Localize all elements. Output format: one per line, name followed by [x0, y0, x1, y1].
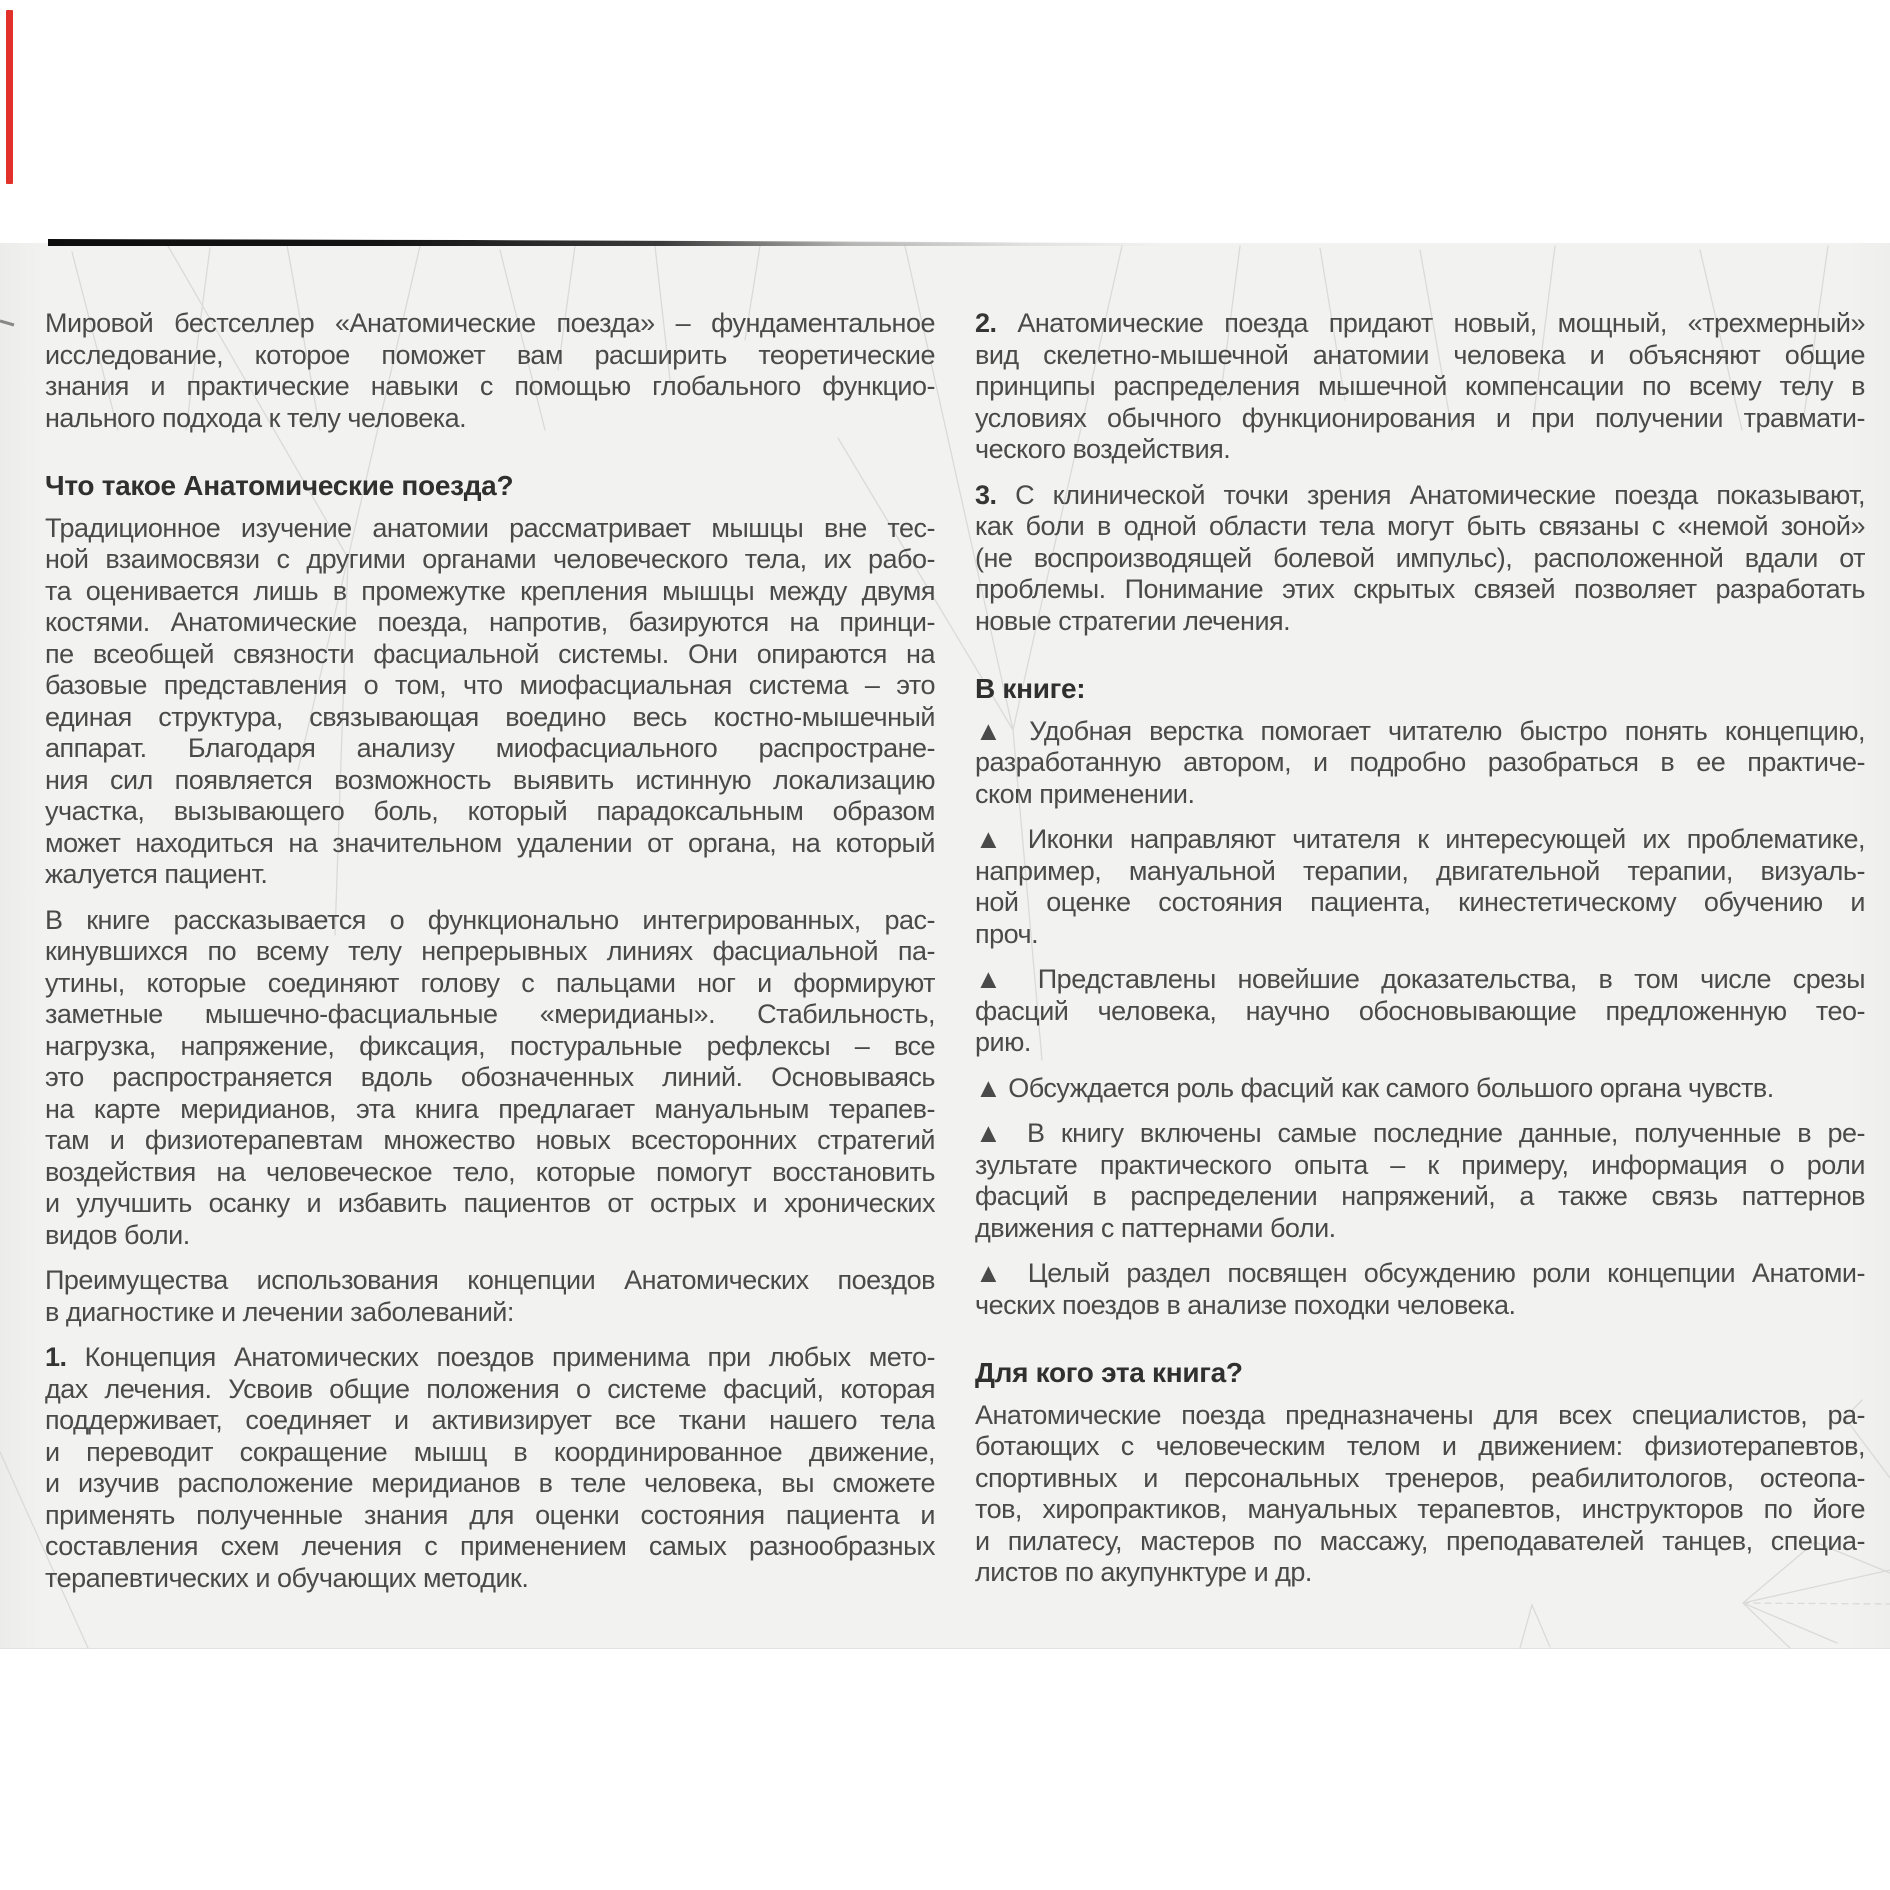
text-line: Традиционное изучение анатомии рассматривает мышцы вне тес- — [45, 512, 935, 543]
text-line: там и физиотерапевтам множество новых всесторонних стратегий — [45, 1125, 935, 1155]
text-line: спортивных и персональных тренеров, реабилитологов, остеопа- — [975, 1462, 1865, 1493]
text-line: Анатомические поезда предназначены для всех специалистов, ра- — [975, 1399, 1865, 1430]
text-line: как боли в одной области тела могут быть связаны с «немой зоной» — [975, 511, 1865, 541]
text-line: ческих поездов в анализе походки человека. — [975, 1289, 1516, 1320]
text-line: и изучив расположение меридианов в теле человека, вы сможете — [45, 1468, 935, 1498]
text-line: В книге рассказывается о функционально интегрированных, рас- — [45, 904, 935, 935]
text-line: условиях обычного функционирования и при получении травмати- — [975, 402, 1865, 433]
text-line: единая структура, связывающая воедино весь костно-мышечный — [45, 701, 935, 732]
text-line: разработанную автором, и подробно разобраться в ее практиче- — [975, 747, 1865, 777]
section-heading: В книге: — [975, 673, 1086, 704]
paragraph — [45, 1265, 935, 1328]
text-line: применять полученные знания для оценки состояния пациента и — [45, 1499, 935, 1530]
text-line: утины, которые соединяют голову с пальцами ног и формируют — [45, 967, 935, 998]
text-line: видов боли. — [45, 1219, 190, 1250]
text-line: ▲ Представлены новейшие доказательства, в том числе срезы — [975, 964, 1865, 994]
paragraph — [45, 905, 935, 1252]
text-line: ческого воздействия. — [975, 434, 1231, 464]
bullet-item — [975, 716, 1865, 811]
text-line: жалуется пациент. — [45, 859, 268, 889]
text-line: составления схем лечения с применением самых разнообразных — [45, 1531, 935, 1561]
text-line: принципы распределения мышечной компенсации по всему телу в — [975, 371, 1865, 401]
text-line: Преимущества использования концепции Анатомических поездов — [45, 1265, 935, 1295]
text-line: нагрузка, напряжение, фиксация, постуральные рефлексы – все — [45, 1030, 935, 1061]
text-line: это распространяется вдоль обозначенных линий. Основываясь — [45, 1062, 935, 1092]
text-line: 3. С клинической точки зрения Анатомические поезда показывают, — [975, 479, 1865, 510]
text-line: 2. Анатомические поезда придают новый, мощный, «трехмерный» — [975, 308, 1865, 338]
text-line: воздействия на человеческое тело, которые помогут восстановить — [45, 1156, 935, 1187]
text-line: базовые представления о том, что миофасциальная система – это — [45, 670, 935, 700]
bullet-item — [975, 1258, 1865, 1321]
text-line: и переводит сокращение мышц в координированное движение, — [45, 1436, 935, 1467]
text-line: ной оценке состояния пациента, кинестетическому обучению и — [975, 887, 1865, 917]
text-line: ботающих с человеческим телом и движением: физиотерапевтов, — [975, 1431, 1865, 1461]
text-line: та оценивается лишь в промежутке крепления мышцы между двумя — [45, 575, 935, 606]
text-line: зультате практического опыта – к примеру, информация о роли — [975, 1149, 1865, 1180]
red-edge-mark — [6, 10, 13, 184]
text-line: в диагностике и лечении заболеваний: — [45, 1296, 514, 1327]
text-line: аппарат. Благодаря анализу миофасциального распростране- — [45, 733, 935, 763]
text-line: ском применении. — [975, 778, 1195, 809]
text-line: может находиться на значительном удалении от органа, на который — [45, 827, 935, 858]
text-line: заметные мышечно-фасциальные «меридианы». Стабильность, — [45, 999, 935, 1029]
text-line: например, мануальной терапии, двигательной терапии, визуаль- — [975, 855, 1865, 886]
text-line: кинувшихся по всему телу непрерывных линиях фасциальной па- — [45, 936, 935, 966]
right-column — [975, 308, 1865, 1603]
bullet-item — [975, 1073, 1865, 1105]
paragraph — [975, 1400, 1865, 1589]
bullet-item — [975, 1118, 1865, 1244]
text-line: участка, вызывающего боль, который парадоксальным образом — [45, 796, 935, 826]
text-line: и пилатесу, мастеров по массажу, преподавателей танцев, специа- — [975, 1525, 1865, 1556]
section-heading: Для кого эта книга? — [975, 1357, 1243, 1388]
text-line: терапевтических и обучающих методик. — [45, 1562, 529, 1593]
bullet-item — [975, 824, 1865, 950]
paragraph — [45, 308, 935, 434]
numbered-item — [975, 308, 1865, 466]
text-line: ▲ Целый раздел посвящен обсуждению роли концепции Анатоми- — [975, 1258, 1865, 1288]
text-line: движения с паттернами боли. — [975, 1212, 1336, 1243]
text-line: ▲ Иконки направляют читателя к интересующей их проблематике, — [975, 824, 1865, 854]
text-line: листов по акупунктуре и др. — [975, 1557, 1312, 1587]
text-line: исследование, которое поможет вам расширить теоретические — [45, 339, 935, 370]
text-line: костями. Анатомические поезда, напротив, базируются на принци- — [45, 607, 935, 637]
text-line: проблемы. Понимание этих скрытых связей позволяет разработать — [975, 574, 1865, 604]
text-line: на карте меридианов, эта книга предлагает мануальным терапев- — [45, 1093, 935, 1124]
text-line: 1. Концепция Анатомических поездов применима при любых мето- — [45, 1342, 935, 1372]
text-line: пе всеобщей связности фасциальной системы. Они опираются на — [45, 638, 935, 669]
text-line: и улучшить осанку и избавить пациентов от острых и хронических — [45, 1188, 935, 1218]
left-column — [45, 308, 935, 1608]
text-line: знания и практические навыки с помощью глобального функцио- — [45, 371, 935, 401]
numbered-item — [45, 1342, 935, 1594]
paragraph — [45, 513, 935, 891]
text-line: рию. — [975, 1027, 1031, 1057]
text-line: дах лечения. Усвоив общие положения о системе фасций, которая — [45, 1373, 935, 1404]
text-line: ния сил появляется возможность выявить истинную локализацию — [45, 764, 935, 795]
text-line: ной взаимосвязи с другими органами человеческого тела, их рабо- — [45, 544, 935, 574]
text-line: нального подхода к телу человека. — [45, 402, 467, 433]
text-line: ▲ Удобная верстка помогает читателю быстро понять концепцию, — [975, 715, 1865, 746]
text-line: проч. — [975, 918, 1039, 949]
text-line: новые стратегии лечения. — [975, 605, 1291, 636]
black-bar — [48, 239, 1163, 246]
text-line: ▲ В книгу включены самые последние данные, полученные в ре- — [975, 1118, 1865, 1148]
text-line: вид скелетно-мышечной анатомии человека и объясняют общие — [975, 339, 1865, 370]
text-line: ▲ Обсуждается роль фасций как самого большого органа чувств. — [975, 1072, 1774, 1103]
numbered-item — [975, 480, 1865, 638]
text-line: фасций человека, научно обосновывающие предложенную тео- — [975, 995, 1865, 1026]
text-line: фасций в распределении напряжений, а также связь паттернов — [975, 1181, 1865, 1211]
text-line: (не воспроизводящей болевой импульс), расположенной вдали от — [975, 542, 1865, 573]
bullet-item — [975, 964, 1865, 1059]
text-line: Мировой бестселлер «Анатомические поезда» – фундаментальное — [45, 308, 935, 338]
text-line: тов, хиропрактиков, мануальных терапевтов, инструкторов по йоге — [975, 1494, 1865, 1524]
section-heading: Что такое Анатомические поезда? — [45, 470, 514, 501]
text-line: поддерживает, соединяет и активизирует все ткани нашего тела — [45, 1405, 935, 1435]
